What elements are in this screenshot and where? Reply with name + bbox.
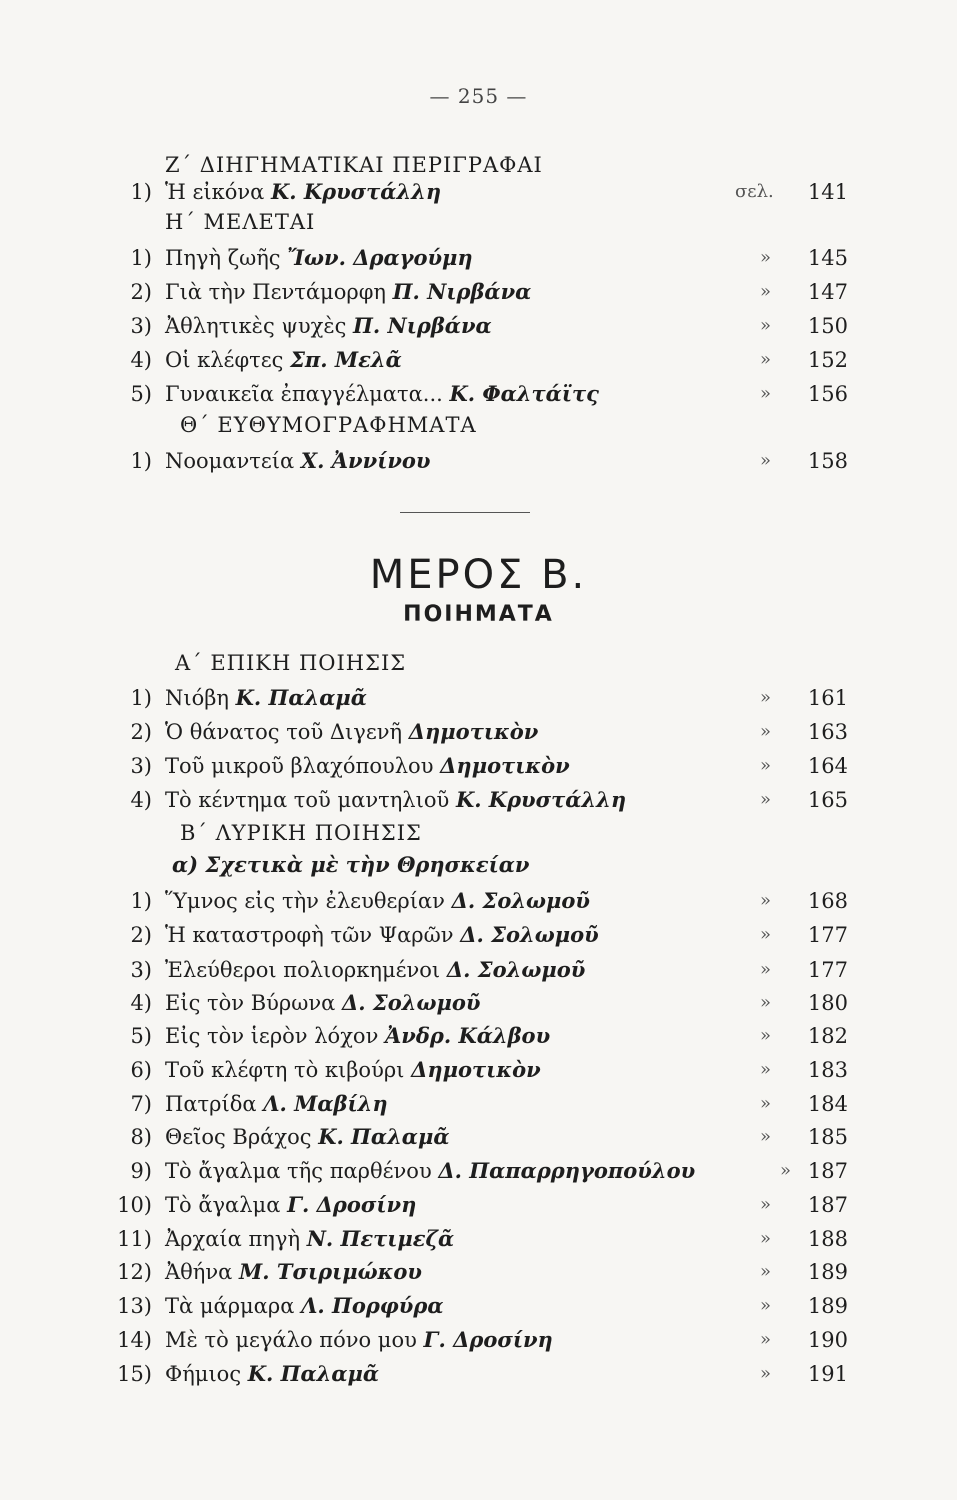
toc-entry — [0, 379, 957, 409]
toc-entry — [0, 1224, 957, 1254]
entry-number: 15) — [117, 1362, 152, 1386]
entry-author: Κ. Παλαμᾶ — [318, 1124, 450, 1149]
entry-page: 177 — [807, 923, 848, 947]
toc-entry — [0, 1156, 957, 1186]
entry-page: 168 — [807, 889, 848, 913]
entry-number: 4) — [130, 788, 152, 812]
entry-title-text: Ἐλεύθεροι πολιορκημένοι — [165, 958, 447, 982]
entry-title-text: Ἀθλητικὲς ψυχὲς — [165, 314, 354, 338]
entry-author: Δημοτικὸν — [411, 1057, 541, 1082]
entry-page: 189 — [807, 1294, 848, 1318]
entry-mark: » — [760, 1093, 772, 1114]
entry-author: Κ. Παλαμᾶ — [247, 1361, 380, 1386]
entry-title-text: Ὁ θάνατος τοῦ Διγενῆ — [165, 720, 409, 744]
entry-title-text: Γιὰ τὴν Πεντάμορφη — [165, 280, 393, 304]
entry-mark: » — [760, 315, 772, 336]
entry-title — [165, 683, 367, 713]
entry-number: 2) — [130, 720, 152, 744]
entry-title-text: Νιόβη — [165, 686, 236, 710]
entry-page: 182 — [807, 1024, 848, 1048]
entry-mark: » — [760, 349, 772, 370]
entry-title-text: Μὲ τὸ μεγάλο πόνο μου — [165, 1328, 424, 1352]
toc-entry — [0, 277, 957, 307]
toc-entry — [0, 683, 957, 713]
entry-title — [165, 1156, 695, 1186]
part-title: ΜΕΡΟΣ Β. — [369, 552, 588, 598]
entry-page: 188 — [807, 1227, 848, 1251]
entry-title-text: Τὸ κέντημα τοῦ μαντηλιοῦ — [165, 788, 456, 812]
entry-number: 10) — [117, 1193, 152, 1217]
toc-entry — [0, 1257, 957, 1287]
entry-number: 9) — [130, 1159, 152, 1183]
entry-author: Ἀνδρ. Κάλβου — [385, 1023, 551, 1048]
entry-title — [165, 1021, 550, 1051]
entry-title — [165, 277, 531, 307]
entry-mark: » — [760, 687, 772, 708]
entry-title — [165, 345, 402, 375]
entry-author: Σπ. Μελᾶ — [290, 347, 402, 372]
toc-entry — [0, 1359, 957, 1389]
entry-mark: » — [760, 1363, 772, 1384]
entry-number: 13) — [117, 1294, 152, 1318]
toc-entry — [0, 177, 957, 207]
entry-number: 1) — [130, 180, 152, 204]
entry-number: 5) — [130, 1024, 152, 1048]
entry-page: 177 — [807, 958, 848, 982]
entry-author: Δημοτικὸν — [408, 719, 539, 744]
toc-entry — [0, 345, 957, 375]
entry-title — [165, 955, 585, 985]
entry-title-text: Τὰ μάρμαρα — [165, 1294, 302, 1318]
toc-entry — [0, 886, 957, 916]
section-heading: Α΄ ΕΠΙΚΗ ΠΟΙΗΣΙΣ — [175, 651, 407, 675]
entry-mark: » — [760, 755, 772, 776]
entry-page: 158 — [807, 449, 848, 473]
entry-title — [165, 1122, 449, 1152]
toc-entry — [0, 1055, 957, 1085]
entry-number: 1) — [130, 686, 152, 710]
entry-mark: σελ. — [735, 181, 774, 202]
entry-mark: » — [760, 959, 772, 980]
entry-author: Δ. Σολωμοῦ — [451, 888, 591, 913]
entry-title — [165, 1224, 454, 1254]
entry-title — [165, 1089, 388, 1119]
entry-number: 2) — [130, 280, 152, 304]
entry-page: 163 — [807, 720, 848, 744]
entry-title-text: Εἰς τὸν Βύρωνα — [165, 991, 342, 1015]
entry-author: Γ. Δροσίνη — [423, 1327, 553, 1352]
entry-author: Κ. Κρυστάλλη — [455, 787, 627, 812]
entry-mark: » — [760, 992, 772, 1013]
section-heading: Θ΄ ΕΥΘΥΜΟΓΡΑΦΗΜΑΤΑ — [180, 413, 477, 437]
entry-title — [165, 1359, 379, 1389]
entry-title — [165, 1325, 553, 1355]
entry-number: 4) — [130, 991, 152, 1015]
entry-number: 2) — [130, 923, 152, 947]
entry-title-text: Ἡ εἰκόνα — [165, 180, 272, 204]
toc-entry — [0, 751, 957, 781]
entry-mark: » — [760, 1126, 772, 1147]
entry-title-text: Ἀρχαία πηγὴ — [165, 1227, 307, 1251]
entry-number: 6) — [130, 1058, 152, 1082]
entry-page: 184 — [807, 1092, 848, 1116]
entry-title — [165, 1055, 541, 1085]
entry-number: 8) — [130, 1125, 152, 1149]
entry-author: Δ. Σολωμοῦ — [460, 922, 599, 947]
entry-author: Λ. Πορφύρα — [301, 1293, 444, 1318]
toc-entry — [0, 1291, 957, 1321]
entry-mark: » — [760, 721, 772, 742]
entry-title-text: Ἡ καταστροφὴ τῶν Ψαρῶν — [165, 923, 461, 947]
entry-title — [165, 1257, 422, 1287]
entry-page: 189 — [807, 1260, 848, 1284]
entry-author: Μ. Τσιριμώκου — [239, 1259, 422, 1284]
entry-page: 164 — [807, 754, 848, 778]
entry-title — [165, 717, 538, 747]
entry-title — [165, 243, 473, 273]
section-heading: Ζ΄ ΔΙΗΓΗΜΑΤΙΚΑΙ ΠΕΡΙΓΡΑΦΑΙ — [165, 153, 543, 177]
entry-number: 1) — [130, 889, 152, 913]
entry-author: Δ. Σολωμοῦ — [446, 957, 586, 982]
section-subheading: α) Σχετικὰ μὲ τὴν Θρησκείαν — [172, 852, 530, 877]
entry-number: 3) — [130, 314, 152, 338]
entry-number: 3) — [130, 754, 152, 778]
divider — [400, 512, 530, 513]
entry-title-text: Τοῦ μικροῦ βλαχόπουλου — [165, 754, 441, 778]
entry-page: 141 — [807, 180, 848, 204]
entry-mark: » — [760, 1228, 772, 1249]
entry-title — [165, 988, 480, 1018]
entry-title-text: Ὕμνος εἰς τὴν ἐλευθερίαν — [165, 889, 452, 913]
toc-entry — [0, 920, 957, 950]
entry-mark: » — [760, 924, 772, 945]
entry-mark: » — [760, 247, 772, 268]
entry-author: Γ. Δροσίνη — [287, 1192, 417, 1217]
entry-number: 4) — [130, 348, 152, 372]
entry-mark: » — [760, 1295, 772, 1316]
entry-mark: » — [760, 383, 772, 404]
entry-title-text: Νοομαντεία — [165, 449, 301, 473]
entry-title-text: Τοῦ κλέφτη τὸ κιβούρι — [165, 1058, 412, 1082]
toc-entry — [0, 1089, 957, 1119]
section-heading: Β΄ ΛΥΡΙΚΗ ΠΟΙΗΣΙΣ — [180, 821, 422, 845]
entry-page: 180 — [807, 991, 848, 1015]
entry-number: 1) — [130, 246, 152, 270]
entry-author: Ἴων. Δραγούμη — [287, 245, 473, 270]
toc-entry — [0, 1021, 957, 1051]
entry-page: 187 — [807, 1193, 848, 1217]
toc-entry — [0, 988, 957, 1018]
entry-author: Δημοτικὸν — [440, 753, 570, 778]
entry-title-text: Πατρίδα — [165, 1092, 264, 1116]
entry-author: Ν. Πετιμεζᾶ — [306, 1226, 455, 1251]
entry-page: 190 — [807, 1328, 848, 1352]
entry-number: 7) — [130, 1092, 152, 1116]
entry-author: Λ. Μαβίλη — [263, 1091, 388, 1116]
entry-mark: » — [760, 281, 772, 302]
entry-page: 152 — [807, 348, 848, 372]
section-heading: Η΄ ΜΕΛΕΤΑΙ — [165, 210, 316, 234]
toc-entry — [0, 1122, 957, 1152]
entry-title — [165, 1190, 416, 1220]
entry-number: 1) — [130, 449, 152, 473]
entry-mark: » — [760, 1025, 772, 1046]
entry-title — [165, 1291, 444, 1321]
entry-page: 191 — [807, 1362, 848, 1386]
entry-page: 161 — [807, 686, 848, 710]
entry-mark: » — [760, 1329, 772, 1350]
entry-author: Κ. Παλαμᾶ — [235, 685, 367, 710]
toc-entry — [0, 446, 957, 476]
entry-title — [165, 920, 599, 950]
entry-number: 11) — [117, 1227, 152, 1251]
entry-page: 150 — [807, 314, 848, 338]
entry-author: Δ. Σολωμοῦ — [342, 990, 481, 1015]
entry-page: 187 — [807, 1159, 848, 1183]
entry-page: 165 — [807, 788, 848, 812]
entry-number: 14) — [117, 1328, 152, 1352]
entry-page: 185 — [807, 1125, 848, 1149]
entry-title — [165, 311, 492, 341]
entry-author: Π. Νιρβάνα — [353, 313, 492, 338]
entry-page: 147 — [807, 280, 848, 304]
toc-entry — [0, 717, 957, 747]
entry-author: Χ. Ἀννίνου — [300, 448, 431, 473]
entry-mark: » — [760, 1261, 772, 1282]
entry-title-text: Πηγὴ ζωῆς — [165, 246, 288, 270]
entry-mark: » — [760, 450, 772, 471]
entry-author: Κ. Φαλτάϊτς — [449, 381, 599, 406]
page-number: — 255 — — [429, 84, 528, 108]
entry-mark: » — [780, 1160, 792, 1181]
toc-entry — [0, 1190, 957, 1220]
entry-title-text: Εἰς τὸν ἱερὸν λόχον — [165, 1024, 386, 1048]
entry-title — [165, 446, 431, 476]
entry-mark: » — [760, 890, 772, 911]
entry-author: Κ. Κρυστάλλη — [271, 179, 442, 204]
entry-author: Π. Νιρβάνα — [392, 279, 532, 304]
entry-title-text: Τὸ ἄγαλμα — [165, 1193, 288, 1217]
entry-title — [165, 886, 590, 916]
toc-entry — [0, 243, 957, 273]
toc-entry — [0, 1325, 957, 1355]
toc-entry — [0, 955, 957, 985]
entry-title-text: Θεῖος Βράχος — [165, 1125, 319, 1149]
entry-number: 5) — [130, 382, 152, 406]
entry-page: 183 — [807, 1058, 848, 1082]
entry-mark: » — [760, 789, 772, 810]
entry-page: 145 — [807, 246, 848, 270]
toc-entry — [0, 785, 957, 815]
entry-title-text: Ἀθήνα — [165, 1260, 240, 1284]
entry-author: Δ. Παπαρρηγοπούλου — [438, 1158, 696, 1183]
entry-page: 156 — [807, 382, 848, 406]
entry-title — [165, 177, 441, 207]
entry-title — [165, 379, 599, 409]
entry-title-text: Τὸ ἄγαλμα τῆς παρθένου — [165, 1159, 439, 1183]
entry-title — [165, 751, 570, 781]
entry-number: 12) — [117, 1260, 152, 1284]
entry-title-text: Φήμιος — [165, 1362, 248, 1386]
entry-title-text: Οἱ κλέφτες — [165, 348, 291, 372]
part-subtitle: ΠΟΙΗΜΑΤΑ — [403, 602, 554, 627]
toc-entry — [0, 311, 957, 341]
entry-title-text: Γυναικεῖα ἐπαγγέλματα... — [165, 382, 450, 406]
entry-mark: » — [760, 1194, 772, 1215]
entry-number: 3) — [130, 958, 152, 982]
entry-mark: » — [760, 1059, 772, 1080]
entry-title — [165, 785, 626, 815]
